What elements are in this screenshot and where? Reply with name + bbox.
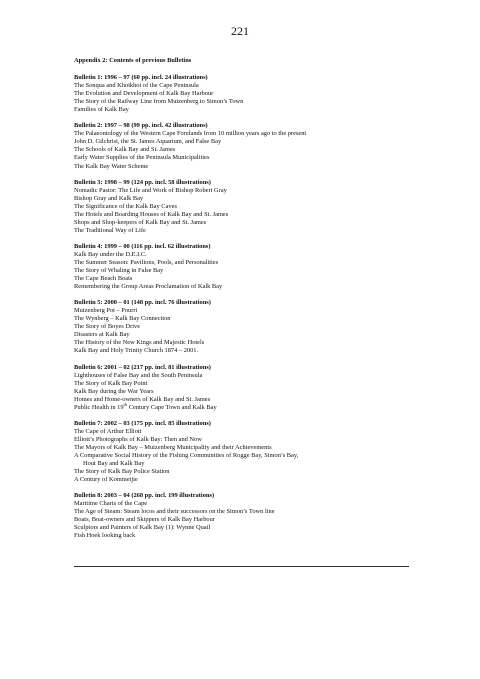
- article-title: The Cape of Arthur Elliott: [74, 427, 142, 435]
- bulletin-7: [74, 420, 414, 484]
- article-title: Sculptors and Painters of Kalk Bay (1): Wynne Quail: [74, 524, 211, 532]
- article-title: Boats, Boat-owners and Skippers of Kalk Bay Harbour: [74, 516, 215, 524]
- article-title: The Story of Boyes Drive: [74, 323, 141, 331]
- article-title: Elliott’s Photographs of Kalk Bay: Then and Now: [74, 435, 202, 443]
- article-title: The Age of Steam: Steam locos and their successors on the Simon’s Town line: [74, 508, 275, 516]
- article-title: [74, 401, 414, 412]
- article-title: The Story of Whaling in False Bay: [74, 267, 164, 275]
- bulletin-heading: Bulletin 3: 1998 – 99 (124 pp. incl. 58 illustrations): [74, 178, 211, 186]
- article-title: Maritime Charts of the Cape: [74, 500, 148, 508]
- article-title: The Mayors of Kalk Bay – Muizenberg Municipality and their Achievements: [74, 443, 272, 451]
- article-title-part: Public Health in 19: [74, 403, 124, 411]
- bulletin-heading: Bulletin 1: 1996 – 97 (60 pp. incl. 24 illustrations): [74, 74, 208, 82]
- article-title: Nomadic Pastor: The Life and Work of Bishop Robert Gray: [74, 186, 227, 194]
- superscript-th: th: [123, 401, 128, 407]
- bulletin-6: [74, 364, 414, 412]
- article-title: The Traditional Way of Life: [74, 226, 146, 234]
- article-title: Early Water Supplies of the Peninsula Municipalities: [74, 154, 210, 162]
- bulletin-2: [74, 122, 414, 170]
- article-title: The Summer Season: Pavilions, Pools, and Personalities: [74, 258, 219, 266]
- article-title: The Cape Beach Boats: [74, 275, 133, 283]
- bulletin-heading: Bulletin 8: 2003 – 04 (268 pp. incl. 199 illustrations): [74, 492, 215, 500]
- bulletin-heading: Bulletin 5: 2000 – 01 (148 pp. incl. 76 illustrations): [74, 299, 211, 307]
- article-title: The Story of Kalk Bay Police Station: [74, 468, 170, 476]
- article-title: The Schools of Kalk Bay and St. James: [74, 146, 176, 154]
- article-title: The Palaeontology of the Western Cape Forelands from 10 million years ago to the present: [74, 130, 307, 138]
- footer-rule: [74, 566, 409, 567]
- article-title: The Evolution and Development of Kalk Bay Harbour: [74, 90, 214, 98]
- bulletin-4: [74, 243, 414, 291]
- article-title: The Hotels and Boarding Houses of Kalk Bay and St. James: [74, 210, 229, 218]
- article-title: Families of Kalk Bay: [74, 106, 129, 114]
- bulletin-3: [74, 179, 414, 235]
- article-title: Kalk Bay during the War Years: [74, 387, 154, 395]
- appendix-title: Appendix 2: Contents of previous Bulletins: [74, 57, 192, 64]
- article-title: The Story of Kalk Bay Point: [74, 379, 148, 387]
- page-content: [74, 57, 414, 548]
- article-title: Kalk Bay and Holy Trinity Church 1874 – 2001.: [74, 347, 199, 355]
- bulletin-heading: Bulletin 4: 1999 – 00 (116 pp. incl. 62 illustrations): [74, 242, 211, 250]
- article-title: The History of the New Kings and Majestic Hotels: [74, 339, 205, 347]
- article-title-part: Century Cape Town and Kalk Bay: [127, 403, 217, 411]
- bulletin-heading: Bulletin 6: 2001 – 02 (217 pp. incl. 81 illustrations): [74, 363, 211, 371]
- article-title: Homes and Home-owners of Kalk Bay and St. James: [74, 395, 211, 403]
- article-title: The Kalk Bay Water Scheme: [74, 162, 149, 170]
- bulletin-1: [74, 74, 414, 114]
- article-title: The Sonqua and Khoikhoi of the Cape Peninsula: [74, 82, 199, 90]
- article-title: The Story of the Railway Line from Muizenberg to Simon’s Town: [74, 98, 244, 106]
- article-title: A Comparative Social History of the Fishing Communities of Rogge Bay, Simon’s Bay,: [74, 451, 299, 459]
- article-title: The Wynberg – Kalk Bay Connection: [74, 315, 171, 323]
- article-title: A Century of Kommetjie: [74, 476, 138, 484]
- article-title: The Significance of the Kalk Bay Caves: [74, 202, 177, 210]
- bulletin-heading: Bulletin 2: 1997 – 98 (99 pp. incl. 42 illustrations): [74, 122, 208, 130]
- bulletin-5: [74, 299, 414, 355]
- article-title: Fish Hoek looking back: [74, 532, 136, 540]
- article-title: Bishop Gray and Kalk Bay: [74, 194, 144, 202]
- article-title-continuation: Hout Bay and Kalk Bay: [83, 460, 145, 468]
- bulletin-8: [74, 492, 414, 540]
- article-title: Lighthouses of False Bay and the South Peninsula: [74, 371, 203, 379]
- article-title: Kalk Bay under the D.E.I.C.: [74, 250, 147, 258]
- page-number: 221: [231, 24, 249, 38]
- article-title: Disasters at Kalk Bay: [74, 331, 130, 339]
- article-title: John D. Gilchrist, the St. James Aquarium, and False Bay: [74, 138, 222, 146]
- bulletin-heading: Bulletin 7: 2002 – 03 (175 pp. incl. 85 illustrations): [74, 419, 211, 427]
- article-title: Muizenberg Pot – Pourri: [74, 307, 138, 315]
- article-title: Remembering the Group Areas Proclamation of Kalk Bay: [74, 283, 223, 291]
- article-title: Shops and Shop-keepers of Kalk Bay and St. James: [74, 218, 207, 226]
